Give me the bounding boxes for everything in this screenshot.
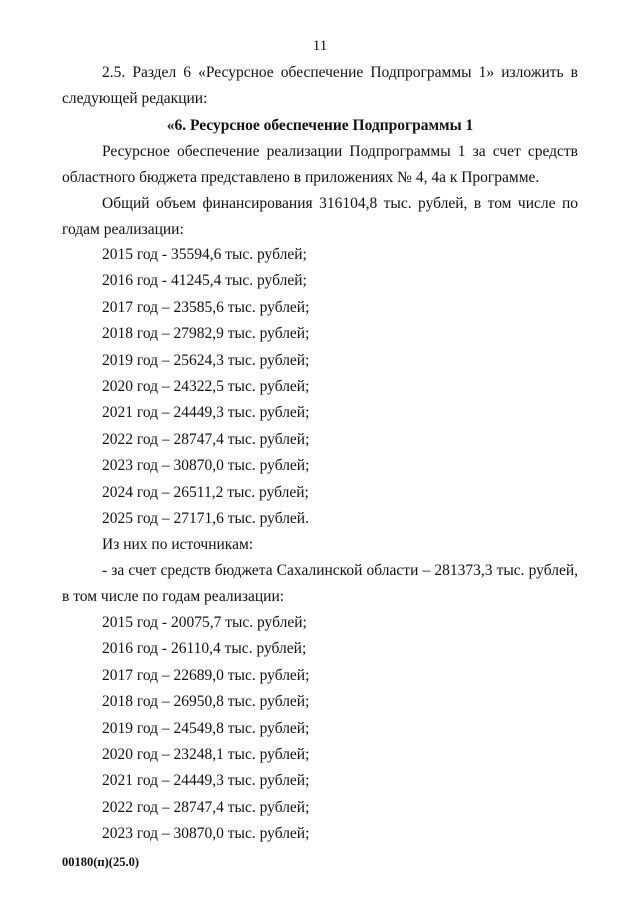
total-year-item: 2025 год – 27171,6 тыс. рублей. [102, 509, 309, 527]
section-intro-line-2: следующей редакции: [62, 90, 208, 107]
total-year-item: 2023 год – 30870,0 тыс. рублей; [102, 457, 310, 475]
regional-year-item: 2017 год – 22689,0 тыс. рублей; [102, 666, 310, 684]
regional-year-item: 2021 год – 24449,3 тыс. рублей; [102, 772, 310, 790]
paragraph-1-line-2: областного бюджета представлено в приложениях № 4, 4а к Программе. [62, 169, 540, 186]
total-year-item: 2017 год – 23585,6 тыс. рублей; [102, 298, 310, 316]
regional-year-item: 2023 год – 30870,0 тыс. рублей; [102, 825, 310, 843]
regional-budget-line-2: в том числе по годам реализации: [62, 588, 285, 605]
regional-year-item: 2016 год - 26110,4 тыс. рублей; [102, 640, 307, 658]
regional-year-item: 2022 год – 28747,4 тыс. рублей; [102, 798, 310, 816]
regional-by-year-list [102, 614, 309, 852]
total-year-item: 2019 год – 25624,3 тыс. рублей; [102, 351, 310, 369]
total-year-item: 2021 год – 24449,3 тыс. рублей; [102, 404, 310, 422]
total-year-item: 2022 год – 28747,4 тыс. рублей; [102, 430, 310, 448]
paragraph-1-line-1: Ресурсное обеспечение реализации Подпрограммы 1 за счет средств [102, 143, 578, 160]
regional-year-item: 2018 год – 26950,8 тыс. рублей; [102, 693, 310, 711]
sources-intro: Из них по источникам: [102, 536, 254, 553]
page-number: 11 [312, 38, 328, 54]
footer-document-code: 00180(п)(25.0) [62, 855, 139, 869]
regional-year-item: 2019 год – 24549,8 тыс. рублей; [102, 719, 310, 737]
total-year-item: 2016 год - 41245,4 тыс. рублей; [102, 272, 307, 290]
total-year-item: 2015 год - 35594,6 тыс. рублей; [102, 246, 307, 263]
total-year-item: 2024 год – 26511,2 тыс. рублей; [102, 483, 309, 501]
regional-year-item: 2020 год – 23248,1 тыс. рублей; [102, 745, 310, 763]
regional-budget-line-1: - за счет средств бюджета Сахалинской области – 281373,3 тыс. рублей, [102, 562, 578, 579]
paragraph-2-line-1: Общий объем финансирования 316104,8 тыс. рублей, в том числе по [102, 195, 578, 212]
total-year-item: 2020 год – 24322,5 тыс. рублей; [102, 377, 310, 395]
regional-year-item: 2015 год - 20075,7 тыс. рублей; [102, 614, 307, 631]
paragraph-2-line-2: годам реализации: [62, 221, 184, 238]
total-by-year-list [102, 246, 309, 536]
total-year-item: 2018 год – 27982,9 тыс. рублей; [102, 325, 310, 343]
section-heading: «6. Ресурсное обеспечение Подпрограммы 1 [166, 117, 474, 134]
section-intro-line-1: 2.5. Раздел 6 «Ресурсное обеспечение Подпрограммы 1» изложить в [102, 64, 578, 81]
